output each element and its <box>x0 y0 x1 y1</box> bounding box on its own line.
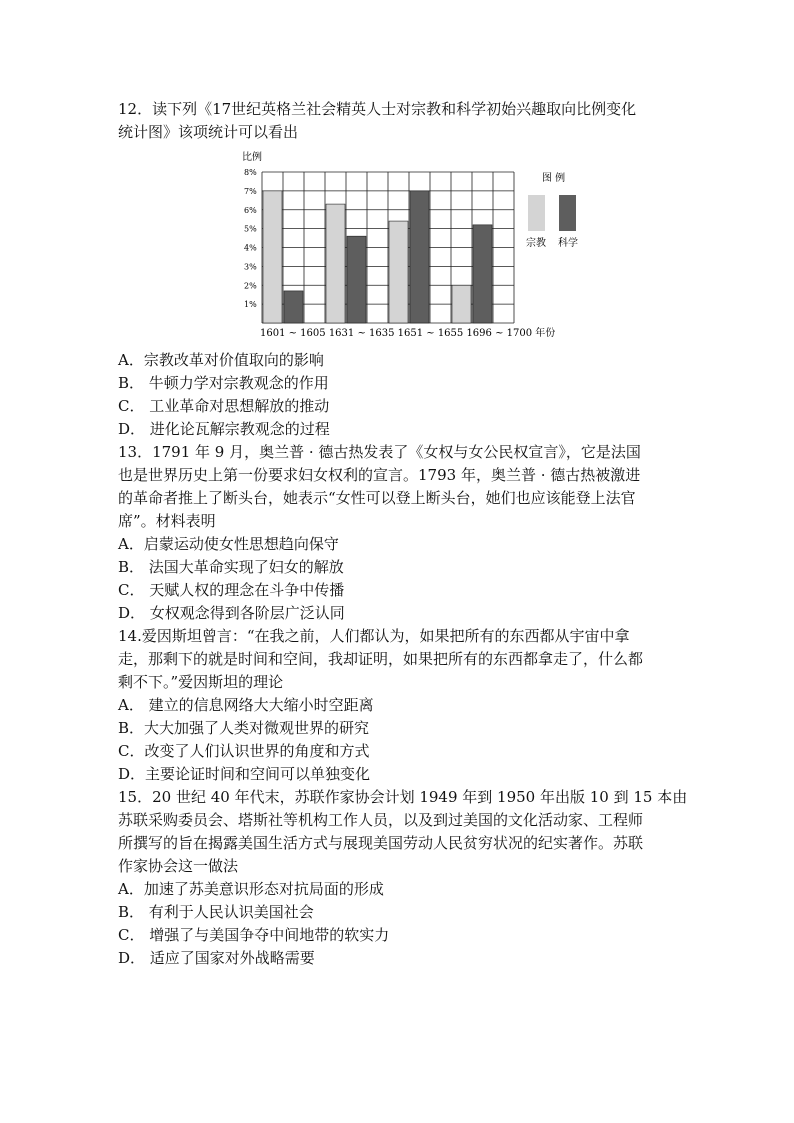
q12-option-c: C． 工业革命对思想解放的推动 <box>118 397 330 415</box>
q14-option-b: B．大大加强了人类对微观世界的研究 <box>118 719 370 737</box>
q12-option-a: A．宗教改革对价值取向的影响 <box>118 351 324 369</box>
x-axis-labels: 1601 ~ 1605 1631 ~ 1635 1651 ~ 1655 1696 ~ 1700 年份 <box>260 328 556 339</box>
y-tick-label: 4% <box>244 243 257 253</box>
bar-science-2 <box>410 191 429 323</box>
y-tick-label: 3% <box>244 262 257 272</box>
bar-religion-2 <box>389 221 408 323</box>
q14-stem-line2: 走，那剩下的就是时间和空间，我却证明，如果把所有的东西都拿走了，什么都 <box>118 650 644 668</box>
y-tick-label: 1% <box>244 300 257 310</box>
q12-option-b: B． 牛顿力学对宗教观念的作用 <box>118 374 329 392</box>
q15-stem-line1: 15．20 世纪 40 年代末，苏联作家协会计划 1949 年到 1950 年出版 10 到 15 本由 <box>118 788 688 806</box>
bar-religion-3 <box>452 285 471 323</box>
q14-option-d: D．主要论证时间和空间可以单独变化 <box>118 765 371 783</box>
q12-chart <box>236 150 596 340</box>
y-tick-label: 6% <box>244 205 257 215</box>
q13-option-c: C． 天赋人权的理念在斗争中传播 <box>118 581 345 599</box>
bar-science-1 <box>347 236 366 323</box>
q14-option-a: A． 建立的信息网络大大缩小时空距离 <box>118 696 374 714</box>
bar-religion-0 <box>263 191 282 323</box>
y-tick-label: 2% <box>244 281 257 291</box>
legend-label-religion: 宗教 <box>526 238 546 249</box>
y-tick-label: 5% <box>244 224 257 234</box>
chart-bars <box>263 191 492 323</box>
chart-legend <box>526 171 578 249</box>
legend-swatch-religion <box>528 195 545 231</box>
bar-religion-1 <box>326 204 345 323</box>
q15-stem-line4: 作家协会这一做法 <box>118 857 239 875</box>
q13-stem-line1: 13．1791 年 9 月，奥兰普 · 德古热发表了《女权与女公民权宣言》，它是法国 <box>118 443 641 461</box>
q13-option-b: B． 法国大革命实现了妇女的解放 <box>118 558 344 576</box>
legend-label-science: 科学 <box>558 238 578 249</box>
bar-science-3 <box>473 225 492 323</box>
q13-stem-line3: 的革命者推上了断头台，她表示“女性可以登上断头台，她们也应该能登上法官 <box>118 489 636 507</box>
bar-science-0 <box>284 291 303 323</box>
y-tick-labels <box>244 168 257 309</box>
q15-option-a: A．加速了苏美意识形态对抗局面的形成 <box>118 880 384 898</box>
y-axis-label: 比例 <box>242 152 262 163</box>
q15-stem-line2: 苏联采购委员会、塔斯社等机构工作人员，以及到过美国的文化活动家、工程师 <box>118 811 644 829</box>
q13-option-d: D． 女权观念得到各阶层广泛认同 <box>118 604 345 622</box>
y-tick-label: 8% <box>244 168 257 177</box>
q12-stem-line2: 统计图》该项统计可以看出 <box>118 123 299 141</box>
q15-stem-line3: 所撰写的旨在揭露美国生活方式与展现美国劳动人民贫穷状况的纪实著作。苏联 <box>118 834 644 852</box>
q13-stem-line2: 也是世界历史上第一份要求妇女权利的宣言。1793 年，奥兰普 · 德古热被激进 <box>118 466 641 484</box>
q12-stem-line1: 12．读下列《17世纪英格兰社会精英人士对宗教和科学初始兴趣取向比例变化 <box>118 100 637 118</box>
bar-chart-svg <box>236 150 596 340</box>
q14-stem-line1: 14.爱因斯坦曾言：“在我之前，人们都认为，如果把所有的东西都从宇宙中拿 <box>118 627 630 645</box>
q13-stem-line4: 席”。材料表明 <box>118 512 216 530</box>
q15-option-d: D． 适应了国家对外战略需要 <box>118 949 315 967</box>
q14-stem-line3: 剩不下。”爱因斯坦的理论 <box>118 673 284 691</box>
legend-swatch-science <box>559 195 576 231</box>
y-tick-label: 7% <box>244 186 257 196</box>
legend-title: 图 例 <box>542 173 566 184</box>
q12-option-d: D． 进化论瓦解宗教观念的过程 <box>118 420 330 438</box>
q15-option-b: B． 有利于人民认识美国社会 <box>118 903 314 921</box>
q13-option-a: A．启蒙运动使女性思想趋向保守 <box>118 535 339 553</box>
q14-option-c: C．改变了人们认识世界的角度和方式 <box>118 742 370 760</box>
q15-option-c: C． 增强了与美国争夺中间地带的软实力 <box>118 926 390 944</box>
